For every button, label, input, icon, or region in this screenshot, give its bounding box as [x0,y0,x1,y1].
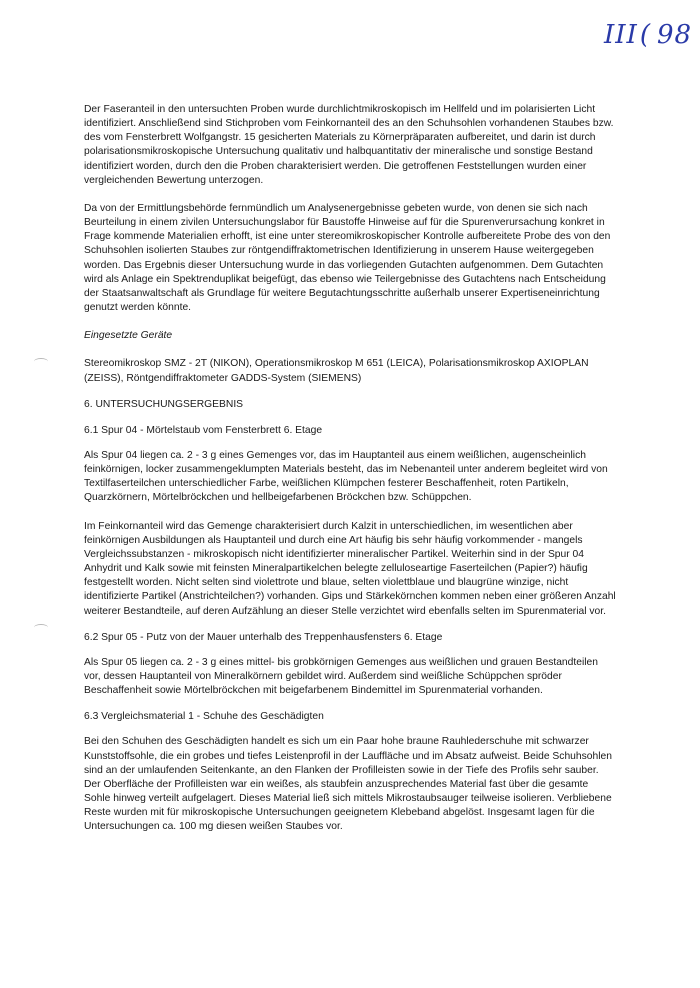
paragraph-6-3-description: Bei den Schuhen des Geschädigten handelt es sich um ein Paar hohe braune Rauhlederschuhe mit schwarzer Kunststoffsohle, die ein grobes und tiefes Leistenprofil in der Lauffläche und im Absatz aufweist. Beide Schuhsohlen sind an der umlaufenden Seitenkante, an den Flanken der Profilleisten sowie in der Tiefe des Profils sehr sauber. Der Oberfläche der Profilleisten war ein weißes, als staubfein anzusprechendes Material fast über die gesamte Sohle hinweg verteilt aufgelagert. Dieses Material ließ sich mittels Mikrostaubsauger teilweise isolieren. Verbliebene Reste wurden mit für mikroskopische Untersuchungen geeignetem Klebeband abgelöst. Insgesamt lagen für die Untersuchungen ca. 100 mg diesen weißen Staubes vor. [84,736,612,833]
paragraph-6-1-fine-grain: Im Feinkornanteil wird das Gemenge charakterisiert durch Kalzit in unterschiedlichen, im wesentlichen aber feinkörnigen Ausbildungen als Hauptanteil und durch eine Art häufig bis sehr häufig vorkommender - mangels Vergleichssubstanzen - mikroskopisch nicht identifizierter mineralischer Partikel. Weiterhin sind in der Spur 04 Anhydrit und Kalk sowie mit feinsten Mineralpartikelchen belegte zelluloseartige Faserteilchen (Papier?) häufig festgestellt worden. Nicht selten sind violettrote und blaue, selten violettblaue und blaugrüne winzige, nicht identifizierte Partikel (Anstrichteilchen?) vorhanden. Gips und Stärkekörnchen kommen neben einer größeren Anzahl weiterer Bestandteile, auf deren Aufzählung an dieser Stelle verzichtet wird ebenfalls selten im Spurenmaterial vor. [84,520,616,617]
paragraph-method-description: Der Faseranteil in den untersuchten Proben wurde durchlichtmikroskopisch im Hellfeld und im polarisierten Licht identifiziert. Anschließend sind Stichproben vom Feinkornanteil des an den Schuhsohlen vorhandenen Staubes bzw. des vom Fensterbrett Wolfgangstr. 15 gesicherten Materials zu Körnerpräparaten aufbereitet, und darin ist durch polarisationsmikroskopische Untersuchung qualitativ und halbquantitativ der mineralische und sonstige Bestand identifiziert worden, durch den die Proben charakterisiert werden. Die getroffenen Feststellungen wurden einer vergleichenden Bewertung unterzogen. [84,104,614,186]
heading-equipment: Eingesetzte Geräte [84,330,173,342]
paragraph-authority-request: Da von der Ermittlungsbehörde fernmündlich um Analysenergebnisse gebeten wurde, von denen sie sich nach Beurteilung in einem zivilen Untersuchungslabor für Baustoffe Hinweise auf für die Spurenverursachung konkret in Frage kommende Materialien erhofft, ist eine unter stereomikroskopischer Kontrolle aufbereitete Probe des von den Schuhsohlen isolierten Staubes zur röntgendiffraktometrischen Identifizierung in unserem Hause weitergegeben worden. Das Ergebnis dieser Untersuchung wurde in das vorliegenden Gutachten aufgenommen. Dem Gutachten wird als Anlage ein Spektrenduplikat beigefügt, das ebenso wie Teilergebnisse des Gutachtens nach Entscheidung der Staatsanwaltschaft als Grundlage für weitere Begutachtungsschritte außerhalb unserer Expertiseneinrichtung genutzt werden könnte. [84,202,611,314]
annotation-roman-numeral: III [604,20,638,50]
subsection-heading-6-3: 6.3 Vergleichsmaterial 1 - Schuhe des Geschädigten [84,711,324,723]
margin-punch-mark [34,624,48,631]
margin-punch-mark [34,358,48,365]
document-body [84,103,616,835]
handwritten-page-annotation: III( 98 [604,20,693,50]
paragraph-6-1-description: Als Spur 04 liegen ca. 2 - 3 g eines Gemenges vor, das im Hauptanteil aus einem weißlichen, augenscheinlich feinkörnigen, locker zusammengeklumpten Materials besteht, das im Nebenanteil unter anderem begleitet wird von Textilfaserteilchen unterschiedlicher Farbe, weißlichen Klümpchen festerer Beschaffenheit, roten Partikeln, Quarzkörnern, Mörtelbröckchen und hellbeigefarbenen Bröckchen bzw. Schüppchen. [84,449,608,504]
section-heading-results: 6. UNTERSUCHUNGSERGEBNIS [84,398,244,410]
paragraph-equipment-list: Stereomikroskop SMZ - 2T (NIKON), Operationsmikroskop M 651 (LEICA), Polarisationsmikroskop AXIOPLAN (ZEISS), Röntgendiffraktometer GADDS-System (SIEMENS) [84,358,589,384]
annotation-page-number: 98 [656,20,693,50]
subsection-heading-6-1: 6.1 Spur 04 - Mörtelstaub vom Fensterbrett 6. Etage [84,424,323,436]
subsection-heading-6-2: 6.2 Spur 05 - Putz von der Mauer unterhalb des Treppenhausfensters 6. Etage [84,631,443,643]
paragraph-6-2-description: Als Spur 05 liegen ca. 2 - 3 g eines mittel- bis grobkörnigen Gemenges aus weißlichen und grauen Bestandteilen vor, dessen Hauptanteil von Mineralkörnern gebildet wird. Außerdem sind weißliche Schüppchen spröder Beschaffenheit sowie Mörtelbröckchen mit beigefarbenem Bindemittel im Spurenmaterial vorhanden. [84,656,598,697]
